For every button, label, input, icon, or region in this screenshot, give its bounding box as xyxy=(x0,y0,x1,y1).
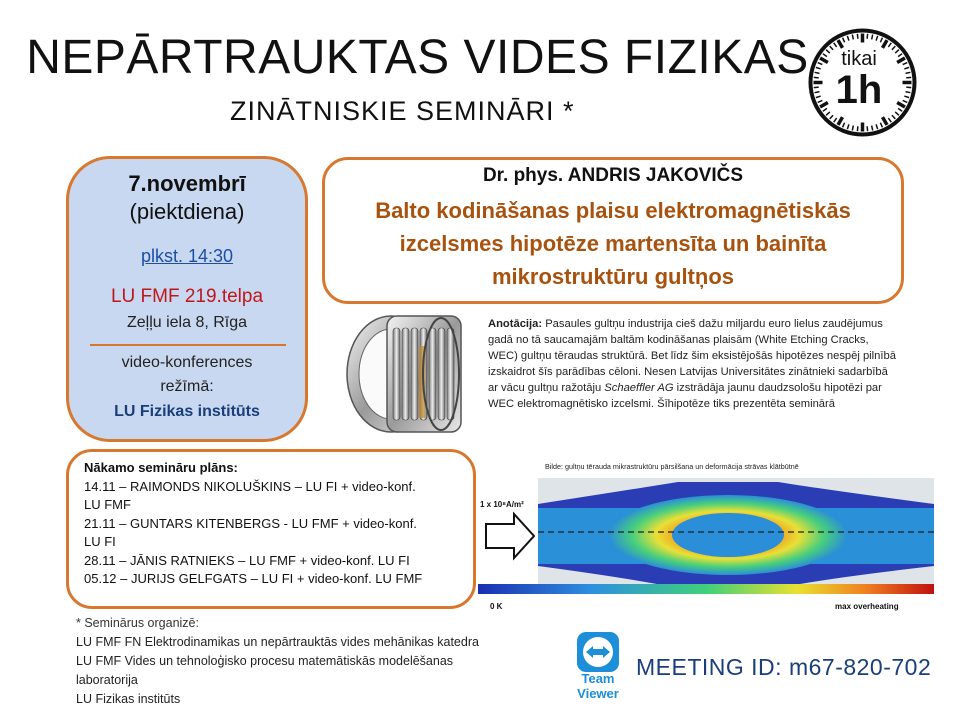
organizers-header: * Seminārus organizē: xyxy=(76,616,199,630)
organizer-line: LU FMF Vides un tehnoloģisko procesu matemātiskās modelēšanas xyxy=(76,654,454,668)
video-conference-label-2: režīmā: xyxy=(160,378,214,395)
plan-item: 21.11 – GUNTARS KITENBERGS - LU FMF + video-konf. xyxy=(84,515,417,531)
video-conference-location: LU Fizikas institūts xyxy=(114,403,260,420)
clock-tick xyxy=(867,34,868,39)
clock-tick xyxy=(872,35,873,40)
divider xyxy=(90,344,286,346)
abstract-body-2: izstrādāja jaunu daudzsološu hipotēzi par WEC elektromagnētisko izcelsmi. Šīhipotēze tiks prezentēta seminārā xyxy=(488,382,882,410)
clock-tick xyxy=(852,35,853,40)
plan-item: LU FMF xyxy=(84,497,131,512)
clock-tick xyxy=(867,126,868,131)
video-conference-label-1: video-konferences xyxy=(121,354,253,371)
bearing-roller xyxy=(402,328,409,420)
page-subtitle: ZINĀTNISKIE SEMINĀRI * xyxy=(230,96,575,126)
teamviewer-label-1: Team xyxy=(581,671,615,686)
bearing-roller xyxy=(411,328,418,420)
clock-tick xyxy=(857,126,858,131)
organizers xyxy=(76,614,556,709)
abstract-company: Schaeffler AG xyxy=(604,382,674,394)
scale-min-label: 0 K xyxy=(490,602,503,611)
plan-item: LU FI xyxy=(84,534,116,549)
plan-item: 28.11 – JĀNIS RATNIEKS – LU FMF + video-konf. LU FI xyxy=(84,552,410,568)
scale-max-label: max overheating xyxy=(835,602,899,611)
clock-tick xyxy=(857,34,858,39)
clock-duration: 1h xyxy=(835,68,883,112)
organizer-line: laboratorija xyxy=(76,673,138,687)
speaker-name: Dr. phys. ANDRIS JAKOVIČS xyxy=(482,165,744,186)
talk-title-line-1: Balto kodināšanas plaisu elektromagnētiskās xyxy=(375,198,851,223)
bearing-roller xyxy=(438,328,445,420)
meeting-id: MEETING ID: m67-820-702 xyxy=(636,654,932,680)
plan-item: 05.12 – JURIJS GELFGATS – LU FI + video-konf. LU FMF xyxy=(84,571,423,586)
bearing-image xyxy=(331,306,471,438)
organizer-line: LU FMF FN Elektrodinamikas un nepārtrauktās vides mehānikas katedra xyxy=(76,635,479,649)
abstract-text xyxy=(488,316,896,412)
clock-label: tikai xyxy=(841,48,877,70)
teamviewer-label-2: Viewer xyxy=(577,686,619,701)
current-density-label: 1 x 10⁸A/m² xyxy=(480,500,524,509)
plan-header: Nākamo semināru plāns: xyxy=(84,460,238,475)
event-address: Zeļļu iela 8, Rīga xyxy=(126,314,248,331)
page-title: NEPĀRTRAUKTAS VIDES FIZIKAS xyxy=(26,31,809,84)
event-place: LU FMF 219.telpa xyxy=(110,286,264,307)
abstract-body-1: Pasaules gultņu industrija cieš dažu miljardu euro lielus zaudējumus gadā no tā saucamajām baltām kodināšanas plaisām (White Etching Cracks, WEC) gultņu tēraudas struktūrā. Bet līdz šim eksistējošās hipotēzes nespēj pilnībā izskaidrot šīs parādības cēloni. Nesen Latvijas Universitātes zinātnieki sadarbībā ar vācu gultņu ražotāju xyxy=(488,318,896,394)
clock-tick xyxy=(872,126,873,131)
event-date: 7.novembrī xyxy=(128,171,246,196)
plan-item: 14.11 – RAIMONDS NIKOLUŠKINS – LU FI + video-konf. xyxy=(84,478,416,494)
bearing-roller xyxy=(429,328,436,420)
clock-tick xyxy=(852,126,853,131)
seminar-plan xyxy=(84,459,474,589)
simulation-figure xyxy=(478,462,938,612)
talk-title-line-3: mikrostruktūru gultņos xyxy=(491,264,734,289)
abstract-label: Anotācija: xyxy=(488,318,543,330)
organizer-line: LU Fizikas institūts xyxy=(76,692,181,706)
figure-caption: Bilde: gultņu tērauda mikrastruktūru pārsilšana un deformācija strāvas klātbūtnē xyxy=(545,462,799,471)
event-weekday: (piektdiena) xyxy=(129,199,245,224)
bearing-roller xyxy=(393,328,400,420)
bearing-roller xyxy=(447,328,454,420)
talk-title-line-2: izcelsmes hipotēze martensīta un bainīta xyxy=(399,231,827,256)
event-time-link[interactable]: plkst. 14:30 xyxy=(140,246,234,266)
